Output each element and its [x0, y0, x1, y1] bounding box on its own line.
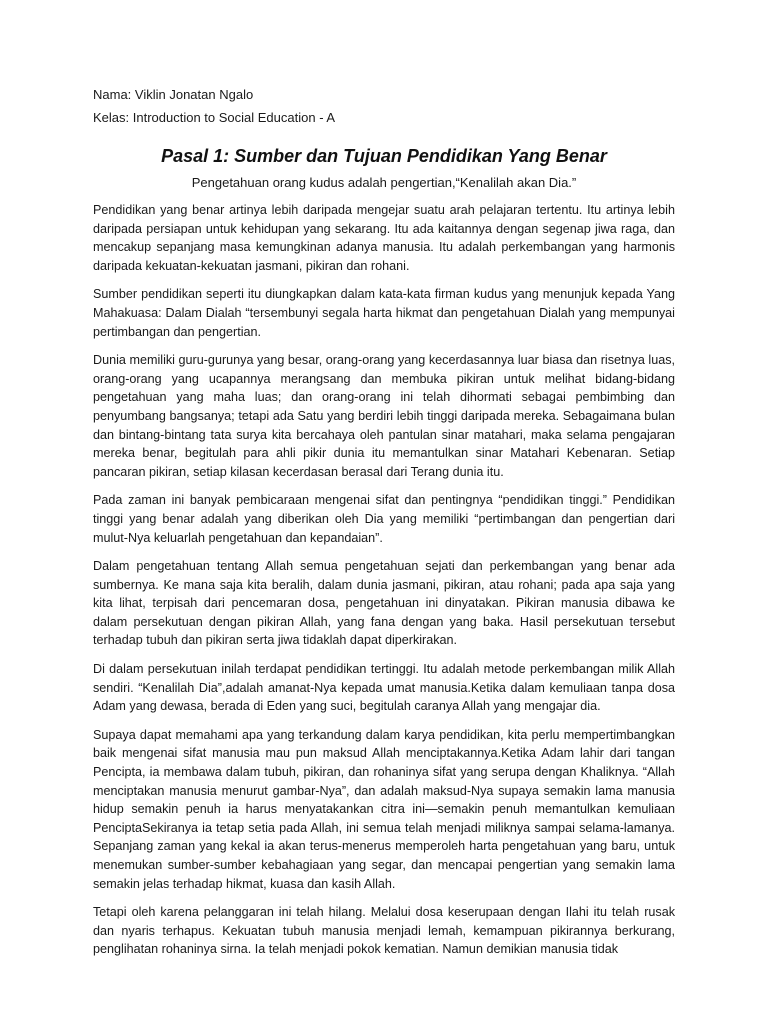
paragraph-3: Dunia memiliki guru-gurunya yang besar, orang-orang yang kecerdasannya luar biasa dan risetnya luas, orang-orang yang ucapannya merangsang dan membuka pikiran untuk melihat bidang-bidang pengetahuan yang maha luas; dan orang-orang ini telah dihormati sebagai pembimbing dan penyumbang bangsanya; tetapi ada Satu yang berdiri lebih tinggi daripada mereka. Sebagaimana bulan dan bintang-bintang tata surya kita bercahaya oleh pantulan sinar matahari, maka selama pengajaran mereka benar, begitulah para ahli pikir dunia itu memantulkan sinar Matahari Kebenaran. Setiap pancaran pikiran, setiap kilasan kecerdasan berasal dari Terang dunia itu. — [93, 353, 675, 479]
paragraph-5: Dalam pengetahuan tentang Allah semua pengetahuan sejati dan perkembangan yang benar ada sumbernya. Ke mana saja kita beralih, dalam dunia jasmani, pikiran, atau rohani; pada apa saja yang kita lihat, terpisah dari pencemaran dosa, pengetahuan ini dinyatakan. Pikiran manusia dibawa ke dalam persekutuan dengan pikiran Allah, yang fana dengan yang baka. Hasil persekutuan tersebut terhadap tubuh dan pikiran serta jiwa tidaklah dapat diperkirakan. — [93, 559, 675, 648]
paragraph-7: Supaya dapat memahami apa yang terkandung dalam karya pendidikan, kita perlu mempertimbangkan baik mengenai sifat manusia mau pun maksud Allah menciptakannya.Ketika Adam lahir dari tangan Pencipta, ia membawa dalam tubuh, pikiran, dan rohaninya sifat yang serupa dengan Khaliknya. “Allah menciptakan manusia menurut gambar-Nya”, dan adalah maksud-Nya supaya semakin lama manusia hidup semakin penuh ia harus menyatakankan citra ini—semakin penuh memantulkan kemuliaan PenciptaSekiranya ia tetap setia pada Allah, ini semua telah menjadi miliknya sampai selama-lamanya. Sepanjang zaman yang kekal ia akan terus-menerus memperoleh harta pengetahuan yang baru, untuk menemukan sumber-sumber kebahagiaan yang segar, dan mencapai pengertian yang semakin lama semakin jelas terhadap hikmat, kuasa dan kasih Allah. — [93, 727, 675, 891]
student-class: Kelas: Introduction to Social Education - A — [93, 110, 336, 125]
chapter-epigraph: Pengetahuan orang kudus adalah pengertian,“Kenalilah akan Dia.” — [191, 175, 577, 190]
paragraph-1: Pendidikan yang benar artinya lebih daripada mengejar suatu arah pelajaran tertentu. Itu artinya lebih daripada persiapan untuk kehidupan yang sekarang. Itu ada kaitannya dengan segenap jiwa raga, dan mencakup sepanjang masa kemungkinan adanya manusia. Itu adalah perkembangan yang harmonis daripada kekuatan-kekuatan jasmani, pikiran dan rohani. — [93, 203, 675, 273]
student-name: Nama: Viklin Jonatan Ngalo — [93, 87, 254, 102]
document-page — [93, 86, 675, 969]
paragraph-2: Sumber pendidikan seperti itu diungkapkan dalam kata-kata firman kudus yang menunjuk kepada Yang Mahakuasa: Dalam Dialah “tersembunyi segala harta hikmat dan pengetahuan Dialah yang mempunyai pertimbangan dan pengertian. — [93, 287, 675, 339]
paragraph-4: Pada zaman ini banyak pembicaraan mengenai sifat dan pentingnya “pendidikan tinggi.” Pendidikan tinggi yang benar adalah yang diberikan oleh Dia yang memiliki “pertimbangan dan pengertian dari mulut-Nya keluarlah pengetahuan dan kepandaian”. — [93, 493, 675, 545]
paragraph-6: Di dalam persekutuan inilah terdapat pendidikan tertinggi. Itu adalah metode perkembangan milik Allah sendiri. “Kenalilah Dia”,adalah amanat-Nya kepada umat manusia.Ketika dalam kemuliaan tanpa dosa Adam yang dewasa, berada di Eden yang suci, begitulah caranya Allah yang mengajar dia. — [93, 662, 675, 714]
paragraph-8: Tetapi oleh karena pelanggaran ini telah hilang. Melalui dosa keserupaan dengan Ilahi itu telah rusak dan nyaris terhapus. Kekuatan tubuh manusia menjadi lemah, kemampuan pikirannya berkurang, penglihatan rohaninya sirna. Ia telah menjadi pokok kematian. Namun demikian manusia tidak — [93, 905, 675, 957]
chapter-title: Pasal 1: Sumber dan Tujuan Pendidikan Yang Benar — [161, 146, 607, 166]
